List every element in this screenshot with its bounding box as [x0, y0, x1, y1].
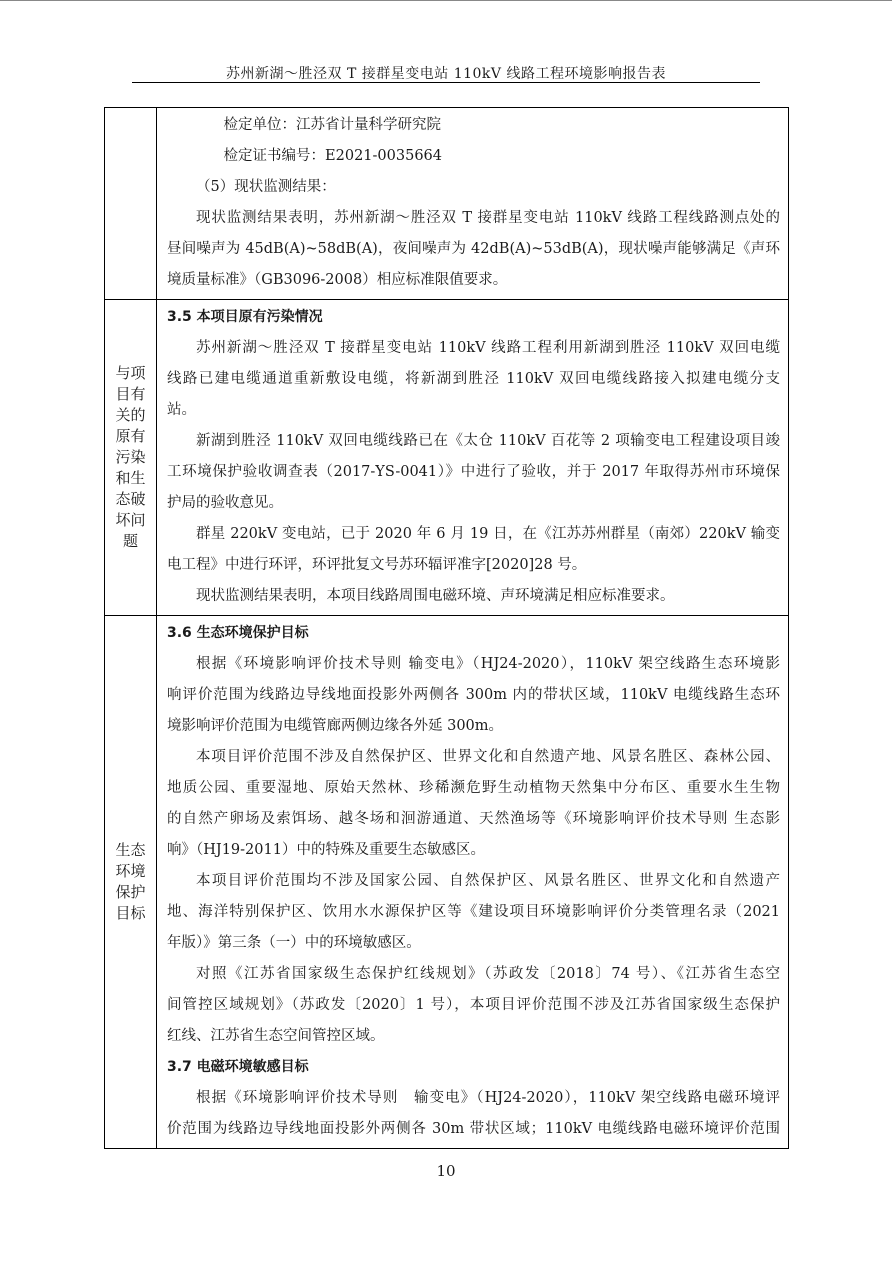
table-row-original-pollution — [105, 300, 789, 616]
paragraph-line: 响》（HJ19-2011）中的特殊及重要生态敏感区。 — [167, 842, 485, 858]
paragraph-line: 工环境保护验收调查表（2017-YS-0041）》中进行了验收，并于 2017 年取得苏州市环境保 — [167, 464, 780, 480]
report-table — [104, 107, 789, 1149]
row-label-cell — [105, 300, 157, 616]
paragraph-line: 年版）》第三条（一）中的环境敏感区。 — [167, 935, 421, 951]
row-content-ecological-protection — [157, 616, 789, 1149]
paragraph-line: 根据《环境影响评价技术导则 输变电》（HJ24-2020），110kV 架空线路电磁环境评 — [196, 1090, 780, 1106]
row-label-original-pollution: 与项目有关的原有污染和生态破坏问题 — [115, 364, 146, 550]
paragraph-line: 间管控区域规划》（苏政发〔2020〕1 号），本项目评价范围不涉及江苏省国家级生态保护 — [167, 997, 780, 1013]
paragraph-line: 现状监测结果表明，本项目线路周围电磁环境、声环境满足相应标准要求。 — [196, 588, 675, 604]
paragraph-line: 站。 — [167, 402, 196, 418]
section-heading-3-6: 3.6 生态环境保护目标 — [167, 625, 309, 641]
page-number: 10 — [436, 1162, 456, 1180]
paragraph-line: （5）现状监测结果： — [196, 179, 336, 195]
paragraph-line: 价范围为线路边导线地面投影外两侧各 30m 带状区域；110kV 电缆线路电磁环境评价范围 — [167, 1121, 780, 1137]
paragraph-line: 对照《江苏省国家级生态保护红线规划》（苏政发〔2018〕74 号）、《江苏省生态空 — [196, 966, 780, 982]
paragraph-line: 检定证书编号：E2021-0035664 — [223, 148, 443, 164]
paragraph-line: 地质公园、重要湿地、原始天然林、珍稀濒危野生动植物天然集中分布区、重要水生生物 — [167, 780, 780, 796]
header-rule — [132, 82, 760, 83]
paragraph-line: 的自然产卵场及索饵场、越冬场和洄游通道、天然渔场等《环境影响评价技术导则 生态影 — [167, 811, 780, 827]
paragraph-line: 现状监测结果表明，苏州新湖～胜泾双 T 接群星变电站 110kV 线路工程线路测点处的 — [196, 210, 780, 226]
paragraph-line: 群星 220kV 变电站，已于 2020 年 6 月 19 日，在《江苏苏州群星（南郊）220kV 输变 — [196, 526, 780, 542]
paragraph-line: 新湖到胜泾 110kV 双回电缆线路已在《太仓 110kV 百花等 2 项输变电工程建设项目竣 — [196, 433, 780, 449]
paragraph-line: 本项目评价范围均不涉及国家公园、自然保护区、风景名胜区、世界文化和自然遗产 — [196, 873, 780, 889]
paragraph-line: 根据《环境影响评价技术导则 输变电》（HJ24-2020），110kV 架空线路生态环境影 — [196, 656, 780, 672]
section-heading-3-5: 3.5 本项目原有污染情况 — [167, 309, 323, 325]
paragraph-line: 红线、江苏省生态空间管控区域。 — [167, 1028, 385, 1044]
paragraph-line: 响评价范围为线路边导线地面投影外两侧各 300m 内的带状区域，110kV 电缆线路生态环 — [167, 687, 780, 703]
row-content-original-pollution — [157, 300, 789, 616]
section-heading-3-7: 3.7 电磁环境敏感目标 — [167, 1059, 309, 1075]
paragraph-line: 境质量标准》（GB3096-2008）相应标准限值要求。 — [167, 272, 508, 288]
report-header-title: 苏州新湖～胜泾双 T 接群星变电站 110kV 线路工程环境影响报告表 — [226, 66, 666, 82]
paragraph-line: 护局的验收意见。 — [167, 495, 283, 511]
page-top-border — [0, 0, 892, 1]
row-content-monitoring — [157, 108, 789, 300]
table-row-monitoring — [105, 108, 789, 300]
paragraph-line: 昼间噪声为 45dB(A)~58dB(A)，夜间噪声为 42dB(A)~53dB(A)，现状噪声能够满足《声环 — [167, 241, 780, 257]
row-label-cell — [105, 616, 157, 1149]
table-row-ecological-protection — [105, 616, 789, 1149]
paragraph-line: 线路已建电缆通道重新敷设电缆，将新湖到胜泾 110kV 双回电缆线路接入拟建电缆分支 — [167, 371, 780, 387]
row-label-empty — [105, 108, 157, 300]
paragraph-line: 本项目评价范围不涉及自然保护区、世界文化和自然遗产地、风景名胜区、森林公园、 — [196, 749, 780, 765]
paragraph-line: 检定单位：江苏省计量科学研究院 — [223, 117, 442, 133]
row-label-ecological-protection: 生态环境保护目标 — [115, 841, 146, 922]
paragraph-line: 电工程》中进行环评，环评批复文号苏环辐评准字[2020]28 号。 — [167, 557, 587, 573]
paragraph-line: 境影响评价范围为电缆管廊两侧边缘各外延 300m。 — [167, 718, 504, 734]
paragraph-line: 地、海洋特别保护区、饮用水水源保护区等《建设项目环境影响评价分类管理名录（2021 — [167, 904, 780, 920]
paragraph-line: 苏州新湖～胜泾双 T 接群星变电站 110kV 线路工程利用新湖到胜泾 110kV 双回电缆 — [196, 340, 780, 356]
